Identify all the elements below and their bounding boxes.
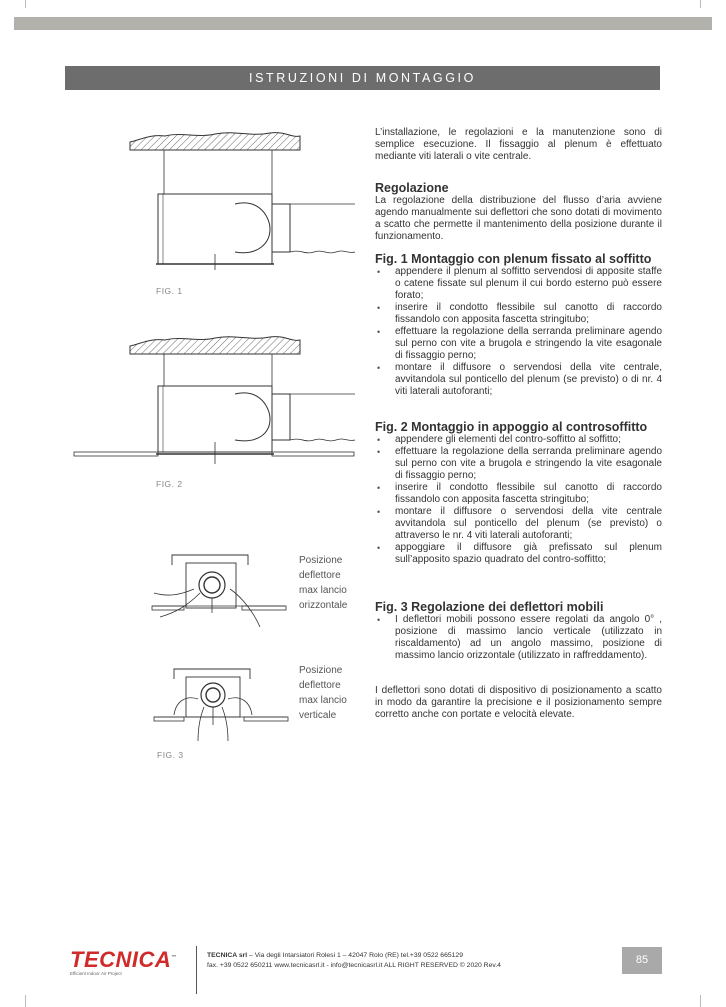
intro-text: L’installazione, le regolazioni e la manutenzione sono di semplice esecuzione. Il fissaggio al plenum è effettuato mediante viti laterali o vite centrale. [375, 127, 662, 162]
list-item: • montare il diffusore o servendosi della vite centrale, avvitandola sul ponticello del plenum (se previsto) o di nr. 4 viti laterali autoforanti; [375, 362, 662, 398]
top-decor-bar [14, 17, 712, 30]
caption-line: Posizione [299, 555, 343, 566]
closing-paragraph [375, 685, 662, 721]
regolazione-text: La regolazione della distribuzione del flusso d’aria avviene agendo manualmente sui deflettori che sono dotati di movimento a scatto che permette il mantenimento della posizione durante il funzionamento. [375, 195, 662, 242]
fig2-section-title: Fig. 2 Montaggio in appoggio al controsoffitto [375, 420, 648, 434]
footer-contact-line: fax. +39 0522 650211 www.tecnicasrl.it - info@tecnicasrl.it ALL RIGHT RESERVED © 2020 Rev.4 [207, 962, 501, 969]
fig3-horizontal-caption [299, 553, 369, 613]
caption-line: deflettore [299, 680, 341, 691]
fig1-drawing [120, 128, 360, 278]
page-header: ISTRUZIONI DI MONTAGGIO [65, 66, 660, 90]
list-item: • effettuare la regolazione della serranda preliminare agendo sul perno con vite a brugola e stringendo la vite esagonale di fissaggio perno; [375, 326, 662, 362]
logo-wordmark: TECNICA [70, 947, 172, 972]
fig3-horizontal-drawing [150, 535, 290, 630]
list-item: • appoggiare il diffusore già prefissato sul plenum sull’apposito spazio quadrato del contro-soffitto; [375, 542, 662, 566]
intro-paragraph [375, 127, 662, 163]
fig2-label: FIG. 2 [156, 479, 183, 489]
list-item: • inserire il condotto flessibile sul canotto di raccordo fissandolo con apposita fascetta stringitubo; [375, 302, 662, 326]
caption-line: verticale [299, 710, 337, 721]
regolazione-title: Regolazione [375, 181, 449, 195]
fig1-label: FIG. 1 [156, 286, 183, 296]
closing-text: I deflettori sono dotati di dispositivo di posizionamento a scatto in modo da garantire la precisione e il posizionamento sempre corretto anche con portate e velocità elevate. [375, 685, 662, 720]
list-item: • effettuare la regolazione della serranda preliminare agendo sul perno con vite a brugola e stringendo la vite esagonale di fissaggio perno; [375, 446, 662, 482]
page-number: 85 [622, 947, 662, 974]
fig3-section [375, 600, 662, 662]
regolazione-section [375, 181, 662, 243]
caption-line: orizzontale [299, 600, 348, 611]
crop-mark [25, 995, 26, 1007]
trademark-mark: ™ [171, 954, 177, 961]
fig3-vertical-caption [299, 663, 369, 723]
caption-line: Posizione [299, 665, 343, 676]
fig3-vertical-drawing [152, 655, 292, 745]
footer-company: TECNICA srl [207, 952, 248, 959]
list-item: • montare il diffusore o servendosi della vite centrale avvitandola sul ponticello del plenum (se previsto) o attraverso le nr. 4 viti laterali autoforanti; [375, 506, 662, 542]
footer-divider [196, 946, 197, 994]
caption-line: max lancio [299, 695, 347, 706]
fig1-section [375, 252, 662, 398]
fig2-section [375, 420, 662, 566]
crop-mark [700, 0, 701, 8]
fig1-section-title: Fig. 1 Montaggio con plenum fissato al soffitto [375, 252, 652, 266]
list-item: • inserire il condotto flessibile sul canotto di raccordo fissandolo con apposita fascetta stringitubo; [375, 482, 662, 506]
list-item: • appendere il plenum al soffitto servendosi di apposite staffe o catene fissate sul plenum il cui bordo esterno può essere forato; [375, 266, 662, 302]
crop-mark [700, 995, 701, 1007]
list-item: • I deflettori mobili possono essere regolati da angolo 0° , posizione di massimo lancio verticale (utilizzato in riscaldamento) ad un angolo massimo, posizione di massimo lancio orizzontale (utilizzato in raffreddamento). [375, 614, 662, 662]
list-item: • appendere gli elementi del contro-soffitto al soffitto; [375, 434, 662, 446]
logo-tagline: Efficient Indoor Air Project [70, 971, 122, 976]
footer-contacts [207, 951, 501, 971]
fig3-section-title: Fig. 3 Regolazione dei deflettori mobili [375, 600, 604, 614]
fig3-label: FIG. 3 [157, 750, 184, 760]
footer-address: – Via degli Intarsiatori Rolesi 1 – 42047 Rolo (RE) tel.+39 0522 665129 [247, 952, 463, 959]
company-logo [70, 947, 180, 976]
fig2-drawing [66, 330, 360, 470]
crop-mark [25, 0, 26, 8]
caption-line: deflettore [299, 570, 341, 581]
caption-line: max lancio [299, 585, 347, 596]
